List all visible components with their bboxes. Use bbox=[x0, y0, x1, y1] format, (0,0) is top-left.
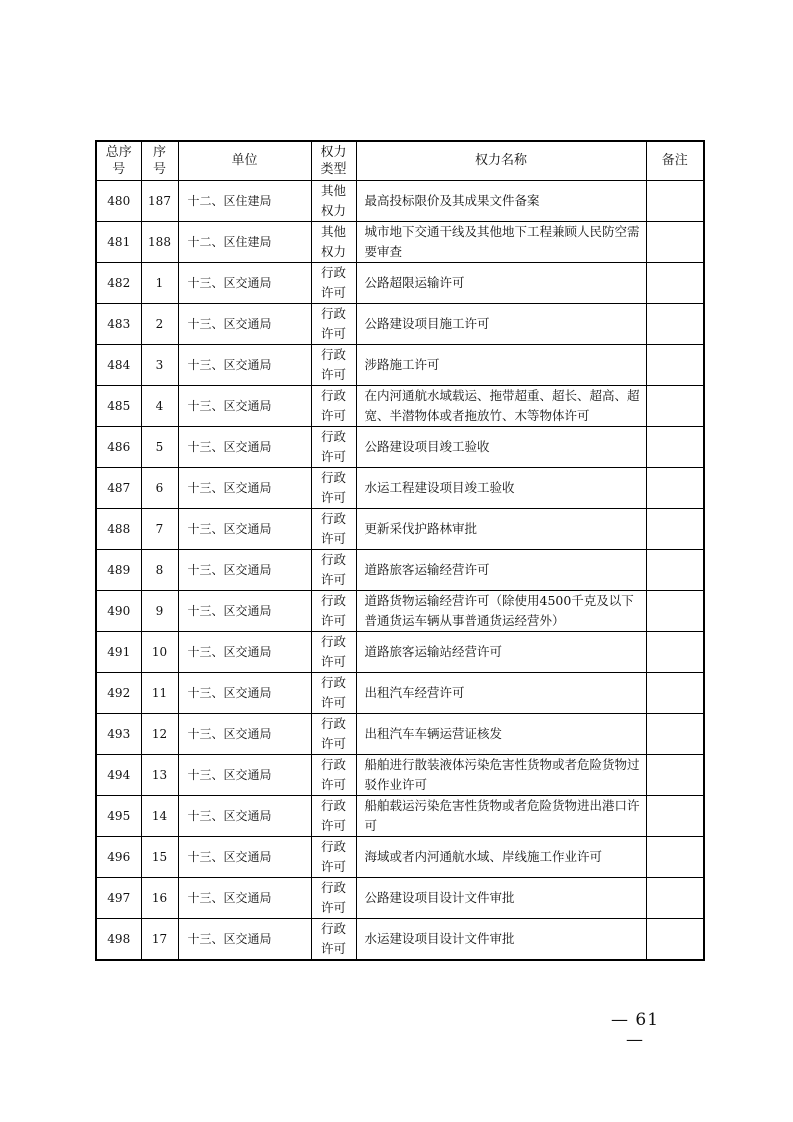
cell-total-no: 490 bbox=[96, 591, 141, 632]
cell-unit: 十三、区交通局 bbox=[178, 673, 311, 714]
power-list-table bbox=[95, 140, 705, 961]
cell-unit: 十二、区住建局 bbox=[178, 181, 311, 222]
cell-unit: 十三、区交通局 bbox=[178, 878, 311, 919]
cell-power-name: 出租汽车经营许可 bbox=[356, 673, 646, 714]
cell-power-name: 涉路施工许可 bbox=[356, 345, 646, 386]
cell-total-no: 488 bbox=[96, 509, 141, 550]
cell-total-no: 489 bbox=[96, 550, 141, 591]
cell-seq-no: 187 bbox=[141, 181, 178, 222]
cell-power-name: 公路建设项目设计文件审批 bbox=[356, 878, 646, 919]
table-row bbox=[96, 345, 704, 386]
cell-seq-no: 1 bbox=[141, 263, 178, 304]
cell-unit: 十三、区交通局 bbox=[178, 550, 311, 591]
table-row bbox=[96, 796, 704, 837]
cell-unit: 十三、区交通局 bbox=[178, 345, 311, 386]
cell-unit: 十三、区交通局 bbox=[178, 427, 311, 468]
table-row bbox=[96, 919, 704, 961]
cell-power-type: 行政许可 bbox=[311, 386, 356, 427]
page-number: — 61 — bbox=[610, 1010, 660, 1050]
cell-power-name: 道路货物运输经营许可（除使用4500千克及以下普通货运车辆从事普通货运经营外） bbox=[356, 591, 646, 632]
table-row bbox=[96, 181, 704, 222]
table-row bbox=[96, 673, 704, 714]
cell-seq-no: 12 bbox=[141, 714, 178, 755]
cell-power-type: 行政许可 bbox=[311, 919, 356, 961]
cell-unit: 十三、区交通局 bbox=[178, 714, 311, 755]
cell-power-name: 更新采伐护路林审批 bbox=[356, 509, 646, 550]
cell-power-type: 行政许可 bbox=[311, 427, 356, 468]
cell-power-name: 公路建设项目施工许可 bbox=[356, 304, 646, 345]
cell-total-no: 485 bbox=[96, 386, 141, 427]
header-total-no: 总序号 bbox=[96, 141, 141, 181]
cell-total-no: 483 bbox=[96, 304, 141, 345]
cell-power-type: 行政许可 bbox=[311, 796, 356, 837]
cell-remark bbox=[646, 427, 704, 468]
cell-power-type: 其他权力 bbox=[311, 181, 356, 222]
cell-power-type: 行政许可 bbox=[311, 509, 356, 550]
cell-seq-no: 17 bbox=[141, 919, 178, 961]
cell-power-name: 城市地下交通干线及其他地下工程兼顾人民防空需要审查 bbox=[356, 222, 646, 263]
cell-remark bbox=[646, 591, 704, 632]
cell-power-name: 水运建设项目设计文件审批 bbox=[356, 919, 646, 961]
cell-unit: 十三、区交通局 bbox=[178, 755, 311, 796]
cell-unit: 十三、区交通局 bbox=[178, 386, 311, 427]
cell-unit: 十三、区交通局 bbox=[178, 263, 311, 304]
cell-remark bbox=[646, 304, 704, 345]
cell-remark bbox=[646, 878, 704, 919]
cell-power-type: 行政许可 bbox=[311, 304, 356, 345]
cell-remark bbox=[646, 222, 704, 263]
table-header-row bbox=[96, 141, 704, 181]
cell-power-name: 公路超限运输许可 bbox=[356, 263, 646, 304]
cell-total-no: 495 bbox=[96, 796, 141, 837]
cell-remark bbox=[646, 468, 704, 509]
cell-total-no: 486 bbox=[96, 427, 141, 468]
cell-remark bbox=[646, 263, 704, 304]
table-row bbox=[96, 632, 704, 673]
cell-remark bbox=[646, 550, 704, 591]
cell-seq-no: 3 bbox=[141, 345, 178, 386]
cell-total-no: 498 bbox=[96, 919, 141, 961]
table-row bbox=[96, 263, 704, 304]
cell-seq-no: 14 bbox=[141, 796, 178, 837]
table-row bbox=[96, 304, 704, 345]
table-row bbox=[96, 222, 704, 263]
cell-remark bbox=[646, 714, 704, 755]
cell-power-name: 船舶进行散装液体污染危害性货物或者危险货物过驳作业许可 bbox=[356, 755, 646, 796]
cell-total-no: 491 bbox=[96, 632, 141, 673]
cell-power-type: 行政许可 bbox=[311, 591, 356, 632]
cell-unit: 十三、区交通局 bbox=[178, 632, 311, 673]
cell-remark bbox=[646, 919, 704, 961]
cell-power-type: 行政许可 bbox=[311, 714, 356, 755]
cell-power-type: 行政许可 bbox=[311, 673, 356, 714]
cell-unit: 十三、区交通局 bbox=[178, 796, 311, 837]
cell-remark bbox=[646, 673, 704, 714]
cell-total-no: 496 bbox=[96, 837, 141, 878]
table-row bbox=[96, 837, 704, 878]
cell-power-type: 行政许可 bbox=[311, 755, 356, 796]
cell-unit: 十三、区交通局 bbox=[178, 919, 311, 961]
cell-total-no: 497 bbox=[96, 878, 141, 919]
cell-total-no: 494 bbox=[96, 755, 141, 796]
cell-power-type: 行政许可 bbox=[311, 878, 356, 919]
table-body bbox=[96, 181, 704, 961]
cell-power-name: 海域或者内河通航水域、岸线施工作业许可 bbox=[356, 837, 646, 878]
table-row bbox=[96, 591, 704, 632]
cell-power-type: 行政许可 bbox=[311, 632, 356, 673]
cell-seq-no: 8 bbox=[141, 550, 178, 591]
cell-seq-no: 188 bbox=[141, 222, 178, 263]
table-row bbox=[96, 755, 704, 796]
cell-power-name: 出租汽车车辆运营证核发 bbox=[356, 714, 646, 755]
cell-total-no: 480 bbox=[96, 181, 141, 222]
cell-remark bbox=[646, 181, 704, 222]
cell-power-name: 道路旅客运输站经营许可 bbox=[356, 632, 646, 673]
cell-total-no: 481 bbox=[96, 222, 141, 263]
cell-power-name: 水运工程建设项目竣工验收 bbox=[356, 468, 646, 509]
header-unit: 单位 bbox=[178, 141, 311, 181]
cell-unit: 十二、区住建局 bbox=[178, 222, 311, 263]
header-power-type: 权力类型 bbox=[311, 141, 356, 181]
cell-power-name: 船舶载运污染危害性货物或者危险货物进出港口许可 bbox=[356, 796, 646, 837]
cell-unit: 十三、区交通局 bbox=[178, 468, 311, 509]
cell-power-type: 行政许可 bbox=[311, 550, 356, 591]
cell-total-no: 493 bbox=[96, 714, 141, 755]
table-row bbox=[96, 550, 704, 591]
header-remark: 备注 bbox=[646, 141, 704, 181]
cell-seq-no: 2 bbox=[141, 304, 178, 345]
table-row bbox=[96, 468, 704, 509]
cell-seq-no: 9 bbox=[141, 591, 178, 632]
cell-seq-no: 11 bbox=[141, 673, 178, 714]
cell-power-type: 行政许可 bbox=[311, 468, 356, 509]
cell-power-type: 行政许可 bbox=[311, 345, 356, 386]
cell-total-no: 482 bbox=[96, 263, 141, 304]
cell-remark bbox=[646, 837, 704, 878]
cell-remark bbox=[646, 386, 704, 427]
header-seq-no: 序号 bbox=[141, 141, 178, 181]
table-row bbox=[96, 386, 704, 427]
cell-power-type: 行政许可 bbox=[311, 837, 356, 878]
cell-power-type: 行政许可 bbox=[311, 263, 356, 304]
cell-remark bbox=[646, 632, 704, 673]
cell-unit: 十三、区交通局 bbox=[178, 591, 311, 632]
cell-power-type: 其他权力 bbox=[311, 222, 356, 263]
cell-power-name: 道路旅客运输经营许可 bbox=[356, 550, 646, 591]
table-row bbox=[96, 878, 704, 919]
table-row bbox=[96, 427, 704, 468]
header-power-name: 权力名称 bbox=[356, 141, 646, 181]
cell-power-name: 在内河通航水域载运、拖带超重、超长、超高、超宽、半潜物体或者拖放竹、木等物体许可 bbox=[356, 386, 646, 427]
cell-total-no: 484 bbox=[96, 345, 141, 386]
cell-remark bbox=[646, 796, 704, 837]
cell-remark bbox=[646, 345, 704, 386]
table-row bbox=[96, 714, 704, 755]
cell-seq-no: 13 bbox=[141, 755, 178, 796]
table-row bbox=[96, 509, 704, 550]
cell-total-no: 487 bbox=[96, 468, 141, 509]
cell-remark bbox=[646, 509, 704, 550]
cell-seq-no: 4 bbox=[141, 386, 178, 427]
cell-seq-no: 10 bbox=[141, 632, 178, 673]
cell-unit: 十三、区交通局 bbox=[178, 509, 311, 550]
cell-unit: 十三、区交通局 bbox=[178, 837, 311, 878]
cell-seq-no: 6 bbox=[141, 468, 178, 509]
cell-seq-no: 7 bbox=[141, 509, 178, 550]
cell-seq-no: 16 bbox=[141, 878, 178, 919]
cell-seq-no: 15 bbox=[141, 837, 178, 878]
cell-power-name: 公路建设项目竣工验收 bbox=[356, 427, 646, 468]
cell-seq-no: 5 bbox=[141, 427, 178, 468]
cell-power-name: 最高投标限价及其成果文件备案 bbox=[356, 181, 646, 222]
cell-unit: 十三、区交通局 bbox=[178, 304, 311, 345]
cell-total-no: 492 bbox=[96, 673, 141, 714]
cell-remark bbox=[646, 755, 704, 796]
